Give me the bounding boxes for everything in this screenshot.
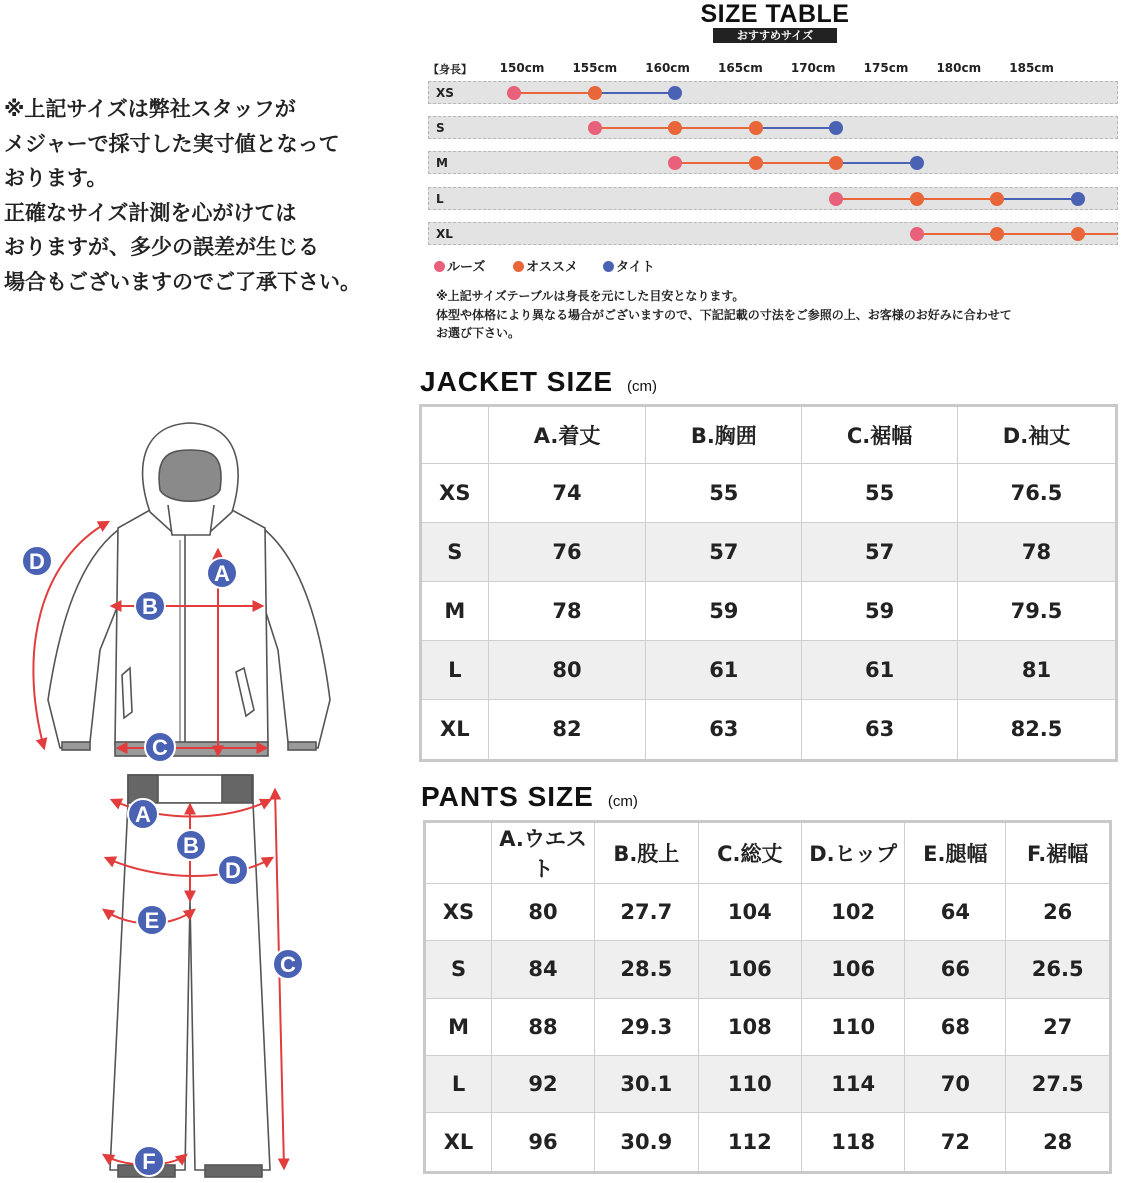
height-tick: 160cm [645, 61, 690, 75]
jacket-value-cell: 59 [646, 581, 802, 640]
height-tick: 155cm [572, 61, 618, 75]
pants-size-title [421, 781, 638, 813]
jacket-size-title [420, 366, 657, 398]
jacket-column-header: A.着丈 [488, 406, 646, 464]
range-segment [595, 92, 676, 94]
marker-letter: E [144, 908, 160, 933]
notice-line: おります。 [4, 166, 108, 190]
pants-row [425, 998, 1111, 1055]
pants-size-cell: L [425, 1055, 492, 1112]
jacket-value-cell: 74 [488, 464, 646, 523]
range-segment [836, 162, 917, 164]
marker-letter: F [142, 1149, 156, 1174]
jacket-value-cell: 55 [646, 464, 802, 523]
jacket-column-header: B.胸囲 [646, 406, 802, 464]
pants-value-cell: 106 [801, 941, 904, 998]
recommended-dot [910, 192, 924, 206]
notice-line: おりますが、多少の誤差が生じる [4, 235, 319, 259]
pants-value-cell: 27.5 [1006, 1055, 1111, 1112]
pants-value-cell: 110 [698, 1055, 801, 1112]
height-tick: 170cm [790, 61, 836, 75]
pants-value-cell: 28 [1006, 1113, 1111, 1173]
notice-line: ※上記サイズは弊社スタッフが [4, 97, 296, 121]
pants-value-cell: 114 [801, 1055, 904, 1112]
pants-value-cell: 104 [698, 884, 801, 941]
recommended-dot [829, 156, 843, 170]
pants-column-header: A.ウエスト [492, 822, 595, 884]
range-segment [675, 162, 756, 164]
legend-loose-dot [434, 261, 445, 272]
size-row-label: S [436, 121, 445, 135]
jacket-size-cell: S [421, 522, 489, 581]
range-segment [836, 198, 917, 200]
pants-marker-e [137, 905, 167, 935]
pants-row [425, 1055, 1111, 1112]
pants-unit: (cm) [607, 793, 638, 810]
recommended-dot [749, 121, 763, 135]
note-line: お選び下さい。 [436, 326, 521, 340]
recommended-dot [588, 86, 602, 100]
pants-value-cell: 29.3 [595, 998, 699, 1055]
range-segment [917, 198, 998, 200]
legend-tight-dot [603, 261, 614, 272]
jacket-unit: (cm) [627, 378, 658, 395]
marker-letter: D [29, 549, 45, 574]
jacket-value-cell: 80 [488, 640, 646, 699]
jacket-value-cell: 55 [802, 464, 958, 523]
jacket-marker-a [207, 558, 237, 588]
jacket-value-cell: 82 [488, 699, 646, 760]
size-row-label: XL [436, 227, 453, 241]
jacket-row [421, 699, 1117, 760]
pants-value-cell: 110 [801, 998, 904, 1055]
jacket-value-cell: 59 [802, 581, 958, 640]
pants-column-header: E.腿幅 [905, 822, 1006, 884]
pants-value-cell: 92 [492, 1055, 595, 1112]
pants-value-cell: 106 [698, 941, 801, 998]
jacket-value-cell: 82.5 [957, 699, 1116, 760]
pants-size-cell: XS [425, 884, 492, 941]
pants-marker-c [273, 949, 303, 979]
legend-recommended-label: オススメ [526, 260, 578, 275]
legend-recommended-dot [513, 261, 524, 272]
range-segment [756, 127, 837, 129]
tight-dot [829, 121, 843, 135]
jacket-value-cell: 63 [646, 699, 802, 760]
pants-value-cell: 28.5 [595, 941, 699, 998]
jacket-marker-d [22, 546, 52, 576]
pants-value-cell: 70 [905, 1055, 1006, 1112]
marker-letter: C [280, 952, 296, 977]
loose-dot [588, 121, 602, 135]
range-segment [595, 127, 676, 129]
pants-value-cell: 112 [698, 1113, 801, 1173]
garment-illustration [0, 400, 415, 1183]
pants-value-cell: 26.5 [1006, 941, 1111, 998]
jacket-value-cell: 63 [802, 699, 958, 760]
height-tick: 175cm [863, 61, 909, 75]
jacket-value-cell: 76 [488, 522, 646, 581]
pants-value-cell: 102 [801, 884, 904, 941]
size-row-label: XS [436, 86, 454, 100]
height-tick: 165cm [718, 61, 763, 75]
note-line: 体型や体格により異なる場合がございますので、下記記載の寸法をご参照の上、お客様のお好みに合わせて [436, 307, 1012, 322]
jacket-drawing [48, 423, 330, 756]
jacket-size-cell: L [421, 640, 489, 699]
jacket-title-text: JACKET SIZE [420, 366, 614, 397]
jacket-size-cell: M [421, 581, 489, 640]
pants-value-cell: 108 [698, 998, 801, 1055]
pants-title-text: PANTS SIZE [421, 781, 594, 812]
height-label: 【身長】 [428, 63, 472, 76]
size-row-label: L [436, 192, 444, 206]
pants-value-cell: 30.1 [595, 1055, 699, 1112]
size-table-note [436, 287, 1012, 343]
jacket-marker-b [135, 591, 165, 621]
pants-value-cell: 26 [1006, 884, 1111, 941]
legend-recommended [513, 256, 578, 275]
pants-marker-b [176, 830, 206, 860]
range-segment [675, 127, 756, 129]
pants-size-cell: M [425, 998, 492, 1055]
pants-value-cell: 88 [492, 998, 595, 1055]
measurement-notice [4, 92, 404, 299]
jacket-column-header: C.裾幅 [802, 406, 958, 464]
pants-value-cell: 30.9 [595, 1113, 699, 1173]
recommended-dot [990, 227, 1004, 241]
range-segment [997, 233, 1078, 235]
recommended-dot [749, 156, 763, 170]
height-tick: 150cm [499, 61, 545, 75]
marker-letter: A [214, 561, 230, 586]
pants-column-header: D.ヒップ [801, 822, 904, 884]
jacket-value-cell: 78 [957, 522, 1116, 581]
loose-dot [829, 192, 843, 206]
height-tick: 180cm [936, 61, 982, 75]
range-segment [756, 162, 837, 164]
jacket-value-cell: 78 [488, 581, 646, 640]
pants-column-header: F.裾幅 [1006, 822, 1111, 884]
marker-letter: A [135, 802, 151, 827]
jacket-row [421, 522, 1117, 581]
jacket-row [421, 640, 1117, 699]
size-table-subtitle: おすすめサイズ [713, 28, 837, 43]
marker-letter: B [142, 594, 158, 619]
pants-row [425, 884, 1111, 941]
pants-size-cell: S [425, 941, 492, 998]
pants-row [425, 1113, 1111, 1173]
size-table-title: SIZE TABLE [700, 0, 850, 28]
legend-tight [603, 256, 655, 275]
notice-line: メジャーで採寸した実寸値となって [4, 131, 340, 156]
pants-value-cell: 72 [905, 1113, 1006, 1173]
jacket-marker-c [145, 732, 175, 762]
jacket-size-cell: XS [421, 464, 489, 523]
marker-letter: D [225, 858, 241, 883]
jacket-size-table [419, 404, 1118, 762]
recommended-dot [990, 192, 1004, 206]
pants-value-cell: 80 [492, 884, 595, 941]
pants-value-cell: 68 [905, 998, 1006, 1055]
marker-letter: B [183, 833, 199, 858]
notice-line: 場合もございますのでご了承下さい。 [4, 269, 361, 294]
jacket-value-cell: 79.5 [957, 581, 1116, 640]
marker-letter: C [152, 735, 168, 760]
jacket-column-header: D.袖丈 [957, 406, 1116, 464]
loose-dot [507, 86, 521, 100]
recommended-dot [1071, 227, 1085, 241]
range-segment [997, 198, 1078, 200]
pants-size-cell: XL [425, 1113, 492, 1173]
jacket-value-cell: 61 [802, 640, 958, 699]
pants-value-cell: 96 [492, 1113, 595, 1173]
loose-dot [668, 156, 682, 170]
jacket-value-cell: 57 [802, 522, 958, 581]
pants-size-table [423, 820, 1112, 1174]
pants-value-cell: 27.7 [595, 884, 699, 941]
pants-marker-f [134, 1146, 164, 1176]
pants-value-cell: 118 [801, 1113, 904, 1173]
tight-dot [1071, 192, 1085, 206]
legend-loose-label: ルーズ [447, 260, 486, 275]
pants-row [425, 941, 1111, 998]
pants-value-cell: 64 [905, 884, 1006, 941]
pants-value-cell: 84 [492, 941, 595, 998]
range-segment [514, 92, 595, 94]
legend-loose [434, 256, 485, 275]
pants-marker-a [128, 799, 158, 829]
notice-line: 正確なサイズ計測を心がけては [4, 200, 297, 225]
pants-value-cell: 66 [905, 941, 1006, 998]
note-line: ※上記サイズテーブルは身長を元にした目安となります。 [436, 289, 745, 303]
recommended-dot [668, 121, 682, 135]
jacket-value-cell: 61 [646, 640, 802, 699]
legend-tight-label: タイト [616, 260, 655, 275]
pants-value-cell: 27 [1006, 998, 1111, 1055]
loose-dot [910, 227, 924, 241]
jacket-value-cell: 81 [957, 640, 1116, 699]
pants-column-header: B.股上 [595, 822, 699, 884]
tight-dot [668, 86, 682, 100]
height-tick: 185cm [1009, 61, 1054, 75]
jacket-column-header [421, 406, 489, 464]
pants-column-header [425, 822, 492, 884]
tight-dot [910, 156, 924, 170]
jacket-size-cell: XL [421, 699, 489, 760]
range-segment [917, 233, 998, 235]
jacket-row [421, 581, 1117, 640]
jacket-value-cell: 57 [646, 522, 802, 581]
jacket-row [421, 464, 1117, 523]
pants-marker-d [218, 855, 248, 885]
pants-column-header: C.総丈 [698, 822, 801, 884]
jacket-value-cell: 76.5 [957, 464, 1116, 523]
size-row-label: M [436, 156, 448, 170]
